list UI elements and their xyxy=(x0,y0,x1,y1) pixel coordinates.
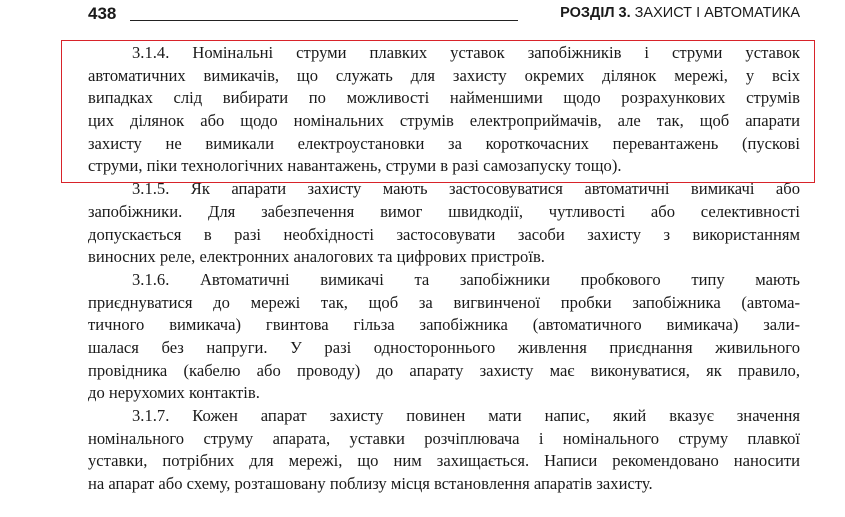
text-line: 3.1.5. Як апарати захисту мають застосовуватися автоматичні вимикачі або xyxy=(132,179,800,199)
text-line: запобіжники. Для забезпечення вимог швидкодії, чутливості або селективності xyxy=(88,201,800,221)
text-line: провідника (кабелю або проводу) до апарату захисту має виконуватися, як правило, xyxy=(88,360,800,380)
section-label: РОЗДІЛ 3. xyxy=(560,5,631,21)
highlight-box xyxy=(61,40,815,183)
paragraph-3-1-7 xyxy=(88,405,800,496)
text-line: випадках слід вибирати по можливості найменшими щодо розрахункових струмів xyxy=(88,88,800,108)
section-name: ЗАХИСТ І АВТОМАТИКА xyxy=(634,5,800,21)
text-line: автоматичних вимикачів, що служать для захисту окремих ділянок мережі, у всіх xyxy=(88,65,800,85)
page-header xyxy=(88,4,800,24)
text-line: виносних реле, електронних аналогових та цифрових пристроїв. xyxy=(88,247,545,267)
text-line: 3.1.7. Кожен апарат захисту повинен мати напис, який вказує значення xyxy=(132,406,800,425)
text-line: струми, піки технологічних навантажень, струми в разі самозапуску тощо). xyxy=(88,156,622,176)
text-line: уставки, потрібних для мережі, що ним захищається. Написи рекомендовано наносити xyxy=(88,451,800,471)
section-title xyxy=(560,4,800,22)
text-line: приєднуватися до мережі так, щоб за вигвинченої пробки запобіжника (автома- xyxy=(88,292,800,312)
text-line: на апарат або схему, розташовану поблизу місця встановлення апаратів захисту. xyxy=(88,474,653,494)
text-line: 3.1.6. Автоматичні вимикачі та запобіжники пробкового типу мають xyxy=(132,269,800,289)
header-rule xyxy=(130,20,518,21)
text-line: допускається в разі необхідності застосовувати засоби захисту з використанням xyxy=(88,224,800,244)
paragraph-3-1-6 xyxy=(88,269,800,405)
text-line: номінального струму апарата, уставки розчіплювача і номінального струму плавкої xyxy=(88,428,800,448)
text-line: захисту не вимикали електроустановки за короткочасних перевантажень (пускові xyxy=(88,133,800,153)
page-number: 438 xyxy=(88,4,117,23)
text-line: до нерухомих контактів. xyxy=(88,383,260,403)
text-line: шалася без напруги. У разі одностороннього живлення приєднання живильного xyxy=(88,337,800,357)
text-line: тичного вимикача) гвинтова гільза запобіжника (автоматичного вимикача) зали- xyxy=(88,315,800,335)
paragraph-3-1-5 xyxy=(88,178,800,269)
text-line: цих ділянок або щодо номінальних струмів електроприймачів, але так, щоб апарати xyxy=(88,111,800,131)
text-line: 3.1.4. Номінальні струми плавких уставок запобіжників і струми уставок xyxy=(132,43,800,62)
